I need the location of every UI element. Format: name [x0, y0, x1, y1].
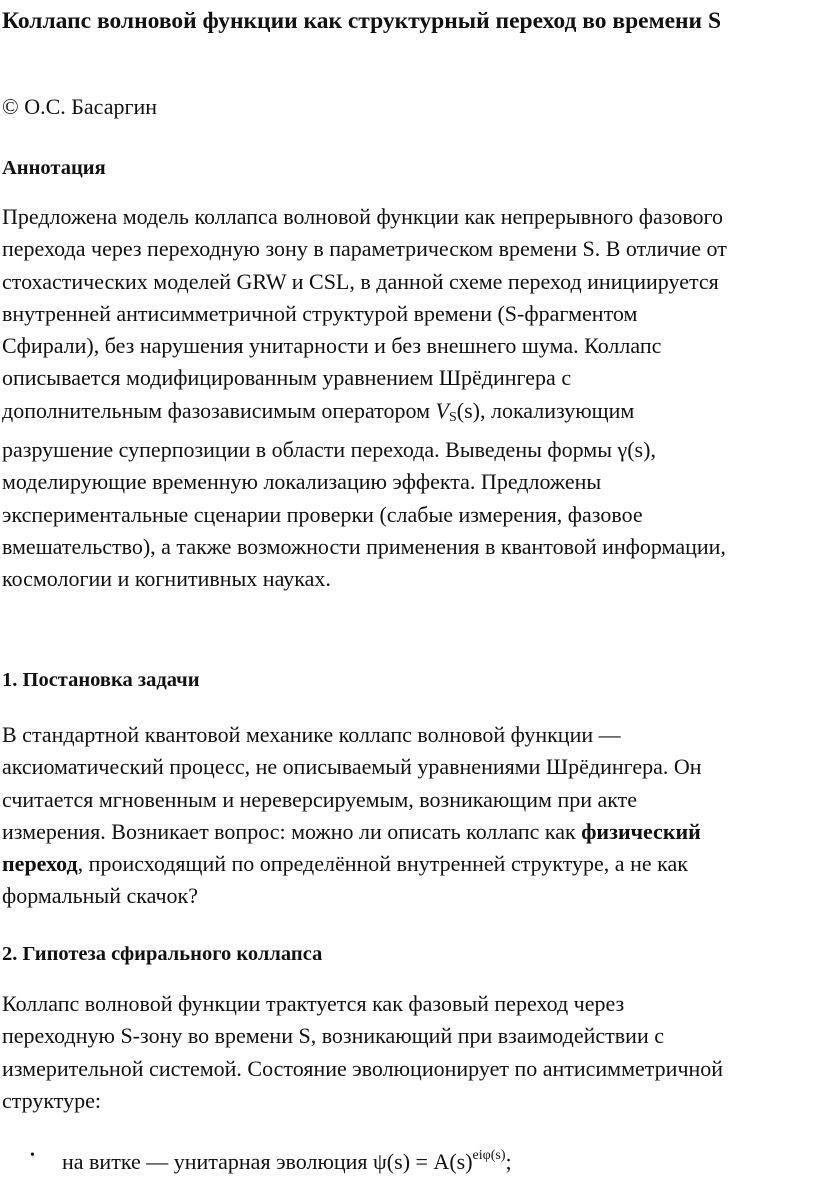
list-item	[2, 1140, 512, 1178]
list-item-text	[62, 1140, 512, 1178]
bullet-superscript: eiφ(s)	[472, 1148, 506, 1163]
abstract-line: моделирующие временную локализацию эффекта. Предложены	[2, 469, 602, 495]
section-2-line: измерительной системой. Состояние эволюционирует по антисимметричной	[2, 1055, 724, 1081]
section-2-line: Коллапс волновой функции трактуется как фазовый переход через	[2, 991, 625, 1016]
section-1-line-text: , происходящий по определённой внутренней структуре, а не как	[77, 851, 688, 877]
operator-symbol: V	[435, 397, 449, 423]
section-2-heading: 2. Гипотеза сфирального коллапса	[2, 943, 323, 965]
operator-line-after: (s), локализующим	[456, 397, 635, 423]
abstract-line: перехода через переходную зону в параметрическом времени S. В отличие от	[2, 236, 727, 262]
abstract-line: Предложена модель коллапса волновой функции как непрерывного фазового	[2, 204, 724, 229]
abstract-line: Сфирали), без нарушения унитарности и без внешнего шума. Коллапс	[2, 333, 662, 359]
section-1-line: аксиоматический процесс, не описываемый уравнениями Шрёдингера. Он	[2, 754, 702, 780]
section-1-line	[2, 816, 815, 848]
abstract-line: внутренней антисимметричной структурой времени (S-фрагментом	[2, 300, 638, 326]
abstract-line: описывается модифицированным уравнением Шрёдингера с	[2, 365, 572, 391]
section-2-line: переходную S-зону во времени S, возникающий при взаимодействии с	[2, 1023, 664, 1049]
abstract-line: стохастических моделей GRW и CSL, в данной схеме переход инициируется	[2, 268, 719, 294]
section-1-line	[2, 848, 815, 880]
abstract-line: космологии и когнитивных науках.	[2, 566, 331, 592]
bullet-text-end: ;	[505, 1149, 512, 1174]
emphasis-transition: переход	[2, 851, 78, 877]
abstract-line: вмешательство), а также возможности применения в квантовой информации,	[2, 533, 726, 559]
abstract-line: экспериментальные сценарии проверки (слабые измерения, фазовое	[2, 501, 643, 527]
bullet-text-main: на витке — унитарная эволюция ψ(s) = A(s)	[62, 1149, 473, 1174]
section-1-line-text: измерения. Возникает вопрос: можно ли описать коллапс как	[2, 818, 582, 844]
section-1-line: В стандартной квантовой механике коллапс волновой функции —	[2, 722, 621, 747]
section-1-heading: 1. Постановка задачи	[2, 669, 200, 691]
author-copyright: © О.С. Басаргин	[2, 94, 158, 119]
section-1-line: считается мгновенным и нереверсируемым, возникающим при акте	[2, 786, 638, 812]
operator-line-before: дополнительным фазозависимым оператором	[2, 397, 436, 423]
bullet-list	[2, 1140, 512, 1178]
section-1-paragraph	[2, 719, 815, 913]
abstract-paragraph	[2, 201, 815, 596]
operator-subscript: S	[448, 409, 457, 425]
emphasis-physical: физический	[581, 818, 701, 844]
abstract-line: разрушение суперпозиции в области перехода. Выведены формы γ(s),	[2, 437, 656, 463]
abstract-operator-line	[2, 395, 815, 434]
bullet-marker: •	[30, 1148, 35, 1163]
abstract-heading: Аннотация	[2, 157, 106, 179]
section-2-paragraph	[2, 988, 815, 1117]
section-1-line: формальный скачок?	[2, 883, 199, 909]
section-2-line: структуре:	[2, 1087, 101, 1113]
document-title: Коллапс волновой функции как структурный переход во времени S	[2, 8, 722, 34]
